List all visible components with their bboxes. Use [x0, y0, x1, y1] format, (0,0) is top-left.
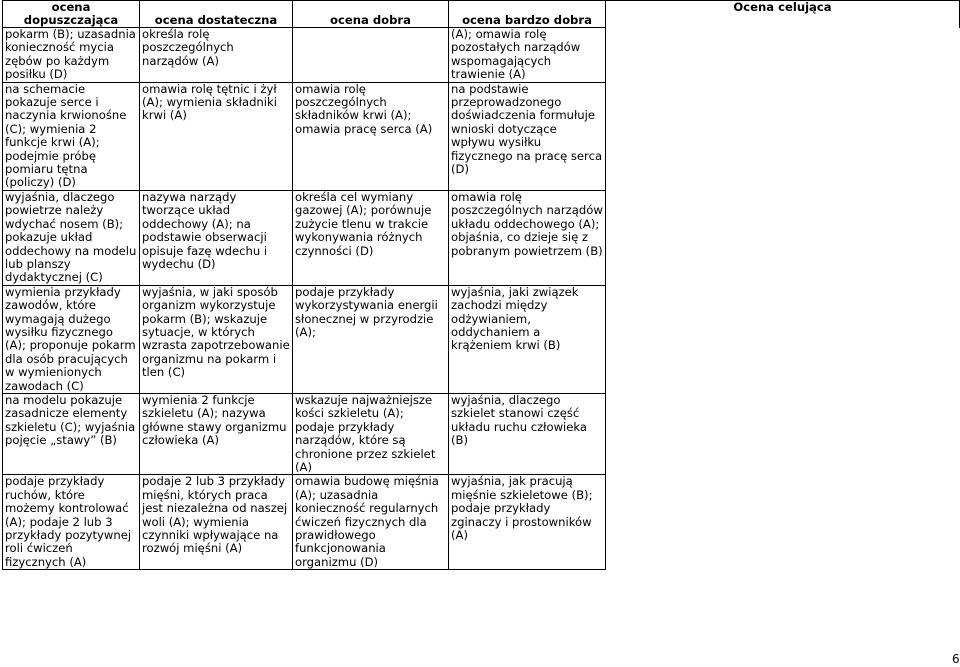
cell-bardzo-dobra: wyjaśnia, jaki związek zachodzi między odżywianiem, oddychaniem a krążeniem krwi (B) — [449, 285, 606, 393]
cell-dostateczna: wyjaśnia, w jaki sposób organizm wykorzystuje pokarm (B); wskazuje sytuacje, w których wzrasta zapotrzebowanie organizmu na pokarm i tlen (C) — [140, 285, 293, 393]
cell-dobra: omawia rolę poszczególnych składników krwi (A); omawia pracę serca (A) — [293, 82, 449, 190]
table-row — [3, 393, 960, 474]
header-dopuszczajaca: ocena dopuszczająca — [3, 1, 140, 28]
header-celujaca: Ocena celująca — [606, 1, 960, 28]
grading-criteria-table — [2, 0, 960, 570]
table-row — [3, 285, 960, 393]
cell-dostateczna: nazywa narządy tworzące układ oddechowy (A); na podstawie obserwacji opisuje fazę wdechu i wydechu (D) — [140, 190, 293, 285]
header-dostateczna: ocena dostateczna — [140, 1, 293, 28]
cell-dopuszczajaca: wyjaśnia, dlaczego powietrze należy wdychać nosem (B); pokazuje układ oddechowy na modelu lub planszy dydaktycznej (C) — [3, 190, 140, 285]
cell-dopuszczajaca: pokarm (B); uzasadnia konieczność mycia zębów po każdym posiłku (D) — [3, 28, 140, 83]
cell-bardzo-dobra: wyjaśnia, jak pracują mięśnie szkieletowe (B); podaje przykłady zginaczy i prostowników (A) — [449, 475, 606, 570]
cell-dobra: podaje przykłady wykorzystywania energii słonecznej w przyrodzie (A); — [293, 285, 449, 393]
header-dobra: ocena dobra — [293, 1, 449, 28]
page-number: 6 — [952, 652, 960, 666]
cell-dostateczna: określa rolę poszczególnych narządów (A) — [140, 28, 293, 83]
table-row — [3, 190, 960, 285]
cell-bardzo-dobra: omawia rolę poszczególnych narządów układu oddechowego (A); objaśnia, co dzieje się z pobranym powietrzem (B) — [449, 190, 606, 285]
cell-dostateczna: wymienia 2 funkcje szkieletu (A); nazywa główne stawy organizmu człowieka (A) — [140, 393, 293, 474]
cell-dobra — [293, 28, 449, 83]
cell-dopuszczajaca: wymienia przykłady zawodów, które wymagają dużego wysiłku fizycznego (A); proponuje pokarm dla osób pracujących w wymienionych zawodach (C) — [3, 285, 140, 393]
table-row — [3, 475, 960, 570]
cell-dostateczna: podaje 2 lub 3 przykłady mięśni, których praca jest niezależna od naszej woli (A); wymienia czynniki wpływające na rozwój mięśni (A) — [140, 475, 293, 570]
cell-dostateczna: omawia rolę tętnic i żył (A); wymienia składniki krwi (A) — [140, 82, 293, 190]
cell-dopuszczajaca: podaje przykłady ruchów, które możemy kontrolować (A); podaje 2 lub 3 przykłady pozytywnej roli ćwiczeń fizycznych (A) — [3, 475, 140, 570]
table-row — [3, 82, 960, 190]
header-bardzo-dobra: ocena bardzo dobra — [449, 1, 606, 28]
cell-dopuszczajaca: na schemacie pokazuje serce i naczynia krwionośne (C); wymienia 2 funkcje krwi (A); podejmie próbę pomiaru tętna (policzy) (D) — [3, 82, 140, 190]
cell-bardzo-dobra: (A); omawia rolę pozostałych narządów wspomagających trawienie (A) — [449, 28, 606, 83]
cell-dobra: omawia budowę mięśnia (A); uzasadnia konieczność regularnych ćwiczeń fizycznych dla prawidłowego funkcjonowania organizmu (D) — [293, 475, 449, 570]
cell-dobra: wskazuje najważniejsze kości szkieletu (A); podaje przykłady narządów, które są chronione przez szkielet (A) — [293, 393, 449, 474]
cell-bardzo-dobra: wyjaśnia, dlaczego szkielet stanowi część układu ruchu człowieka (B) — [449, 393, 606, 474]
cell-bardzo-dobra: na podstawie przeprowadzonego doświadczenia formułuje wnioski dotyczące wpływu wysiłku fizycznego na pracę serca (D) — [449, 82, 606, 190]
header-row — [3, 1, 960, 28]
cell-dobra: określa cel wymiany gazowej (A); porównuje zużycie tlenu w trakcie wykonywania różnych czynności (D) — [293, 190, 449, 285]
cell-dopuszczajaca: na modelu pokazuje zasadnicze elementy szkieletu (C); wyjaśnia pojęcie „stawy” (B) — [3, 393, 140, 474]
table-row — [3, 28, 960, 83]
